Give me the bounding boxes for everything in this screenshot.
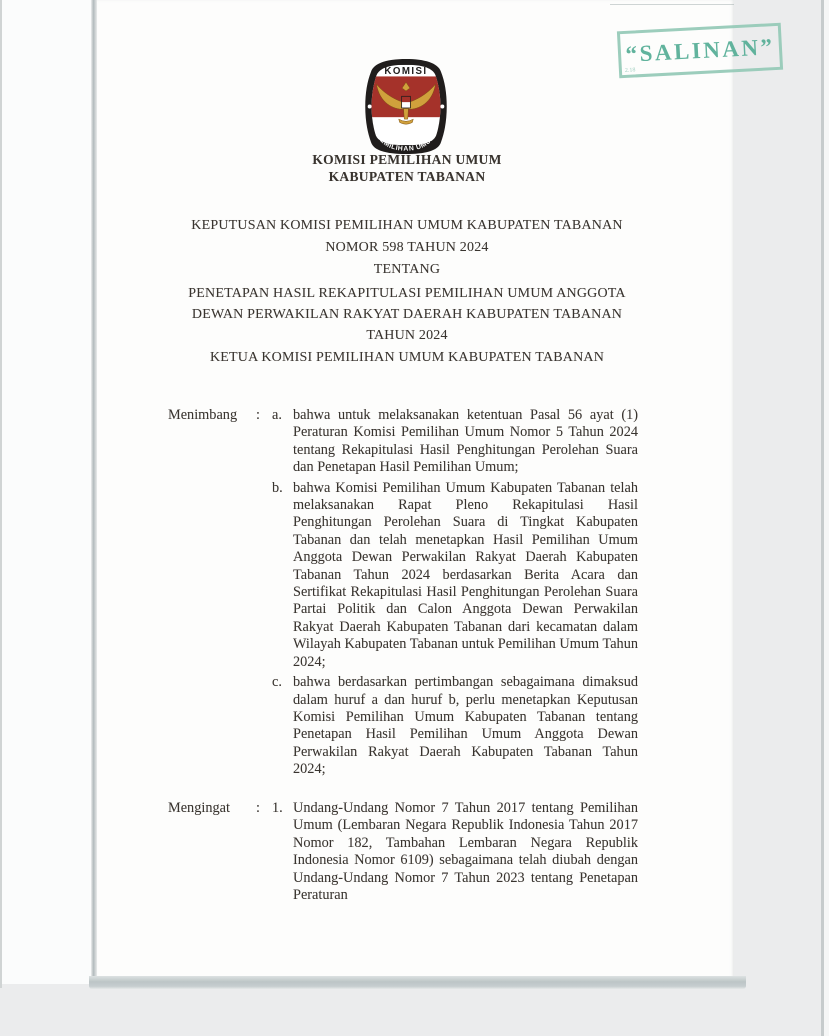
org-name-line2: KABUPATEN TABANAN [328, 168, 486, 184]
list-item [272, 674, 638, 778]
list-item [272, 407, 638, 477]
scan-right-margin [824, 0, 829, 1036]
kpu-logo-arc-text: PEMILIHAN UMUM [375, 133, 437, 153]
org-name-block [97, 152, 717, 185]
page-top-edge-line [610, 4, 734, 5]
section-label: Menimbang [168, 407, 238, 423]
item-text: bahwa Komisi Pemilihan Umum Kabupaten Tabanan telah melaksanakan Rapat Pleno Rekapitulasi Hasil Penghitungan Perolehan Suara di Tingkat Kabupaten Tabanan dan telah menetapkan Hasil Pemilihan Umum Anggota Dewan Perwakilan Rakyat Daerah Kabupaten Tabanan Tahun 2024 berdasarkan Berita Acara dan Sertifikat Rekapitulasi Hasil Penghitungan Perolehan Suara Partai Politik dan Calon Anggota Dewan Perwakilan Rakyat Daerah Kabupaten Tabanan dari kecamatan dalam Wilayah Kabupaten Tabanan untuk Pemilihan Umum Tahun 2024; [293, 479, 638, 670]
item-text: Undang-Undang Nomor 7 Tahun 2017 tentang Pemilihan Umum (Lembaran Negara Republik Indonesia Tahun 2017 Nomor 182, Tambahan Lembaran Negara Republik Indonesia Nomor 6109) sebagaimana telah diubah dengan Undang-Undang Nomor 7 Tahun 2023 tentang Penetapan Peraturan [293, 800, 638, 904]
list-item [272, 800, 638, 904]
item-marker: b. [272, 479, 283, 496]
salinan-stamp [617, 23, 783, 79]
decree-subject: PENETAPAN HASIL REKAPITULASI PEMILIHAN UMUM ANGGOTA DEWAN PERWAKILAN RAKYAT DAERAH KABUPATEN TABANAN TAHUN 2024 [188, 286, 626, 343]
decree-number: NOMOR 598 TAHUN 2024 [325, 240, 489, 255]
section-colon: : [256, 407, 260, 423]
decree-about: TENTANG [373, 262, 441, 277]
salinan-stamp-text: “SALINAN” [624, 33, 776, 67]
logo-right-dot [440, 105, 444, 109]
kpu-logo-top-text: KOMISI [384, 66, 428, 78]
item-marker: 1. [272, 800, 283, 816]
logo-left-dot [368, 105, 372, 109]
section-mengingat [168, 800, 668, 907]
org-name-line1: KOMISI PEMILIHAN UMUM [312, 152, 502, 167]
section-menimbang [168, 407, 668, 782]
scan-left-margin [2, 0, 91, 984]
item-text: bahwa berdasarkan pertimbangan sebagaimana dimaksud dalam huruf a dan huruf b, perlu menetapkan Keputusan Komisi Pemilihan Umum Kabupaten Tabanan tentang Penetapan Hasil Pemilihan Umum Anggota Dewan Perwakilan Rakyat Daerah Kabupaten Tabanan Tahun 2024; [293, 674, 638, 778]
item-marker: a. [272, 407, 282, 423]
decree-title: KEPUTUSAN KOMISI PEMILIHAN UMUM KABUPATEN TABANAN [191, 218, 623, 233]
kpu-logo [364, 58, 448, 155]
section-colon: : [256, 800, 260, 816]
item-text: bahwa untuk melaksanakan ketentuan Pasal 56 ayat (1) Peraturan Komisi Pemilihan Umum Nomor 5 Tahun 2024 tentang Rekapitulasi Hasil Penghitungan Perolehan Suara dan Penetapan Hasil Pemilihan Umum; [293, 407, 638, 476]
salinan-stamp-small-mark: 2.18 [624, 67, 636, 74]
section-items [272, 407, 638, 779]
garuda-shield-icon [402, 96, 411, 108]
item-marker: c. [272, 674, 282, 691]
list-item [272, 480, 638, 671]
decree-issuer: KETUA KOMISI PEMILIHAN UMUM KABUPATEN TABANAN [209, 350, 605, 365]
section-items [272, 800, 638, 904]
section-label: Mengingat [168, 800, 230, 816]
page-bottom-shadow [89, 976, 746, 989]
document-page [97, 0, 776, 984]
